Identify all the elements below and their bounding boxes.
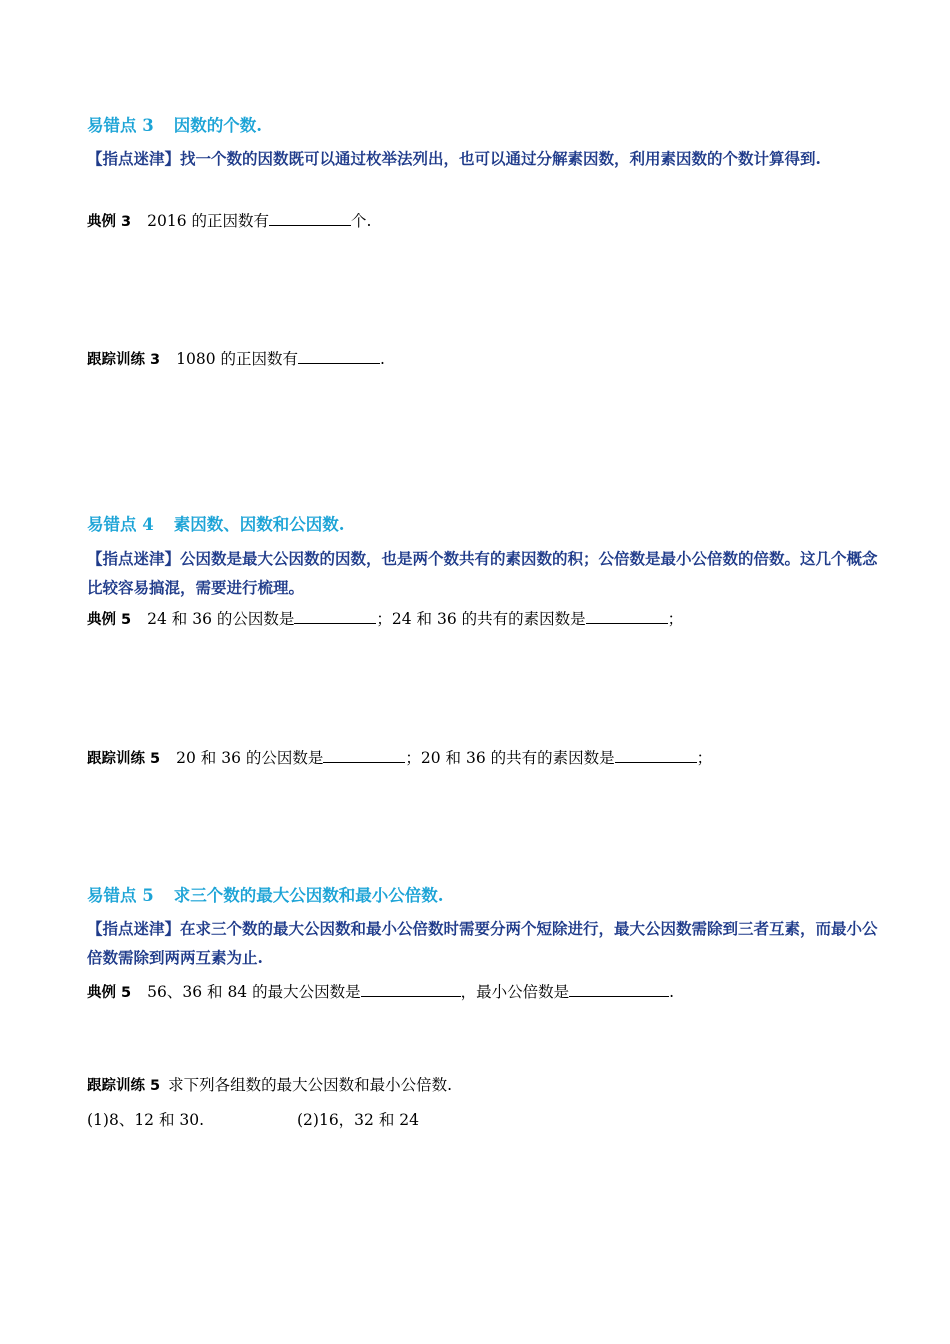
section4-title-text: 素因数、因数和公因数. xyxy=(173,515,345,534)
section5-tip xyxy=(87,914,890,972)
section4-tip-text: 公因数是最大公因数的因数，也是两个数共有的素因数的积；公倍数是最小公倍数的倍数。这几个概念比较容易搞混，需要进行梳理。 xyxy=(87,549,878,597)
section4-title-label: 易错点 4 xyxy=(87,515,154,534)
section5-practice-label: 跟踪训练 5 xyxy=(87,1078,161,1094)
section4-practice-mid: ；20 和 36 的共有的素因数是 xyxy=(405,749,615,767)
section5-title-text: 求三个数的最大公因数和最小公倍数. xyxy=(173,886,444,905)
section5-example-post: . xyxy=(669,983,675,1001)
section3-practice-label: 跟踪训练 3 xyxy=(87,352,161,368)
section5-tip-bracket: 【指点迷津】 xyxy=(87,919,181,938)
section3-example-pre: 2016 的正因数有 xyxy=(147,212,270,230)
section3-title xyxy=(87,115,890,137)
answer-blank xyxy=(615,748,697,763)
section3-practice xyxy=(87,348,890,371)
section4-example-mid: ；24 和 36 的共有的素因数是 xyxy=(376,610,586,628)
section3-title-label: 易错点 3 xyxy=(87,116,154,135)
section4-example xyxy=(87,608,890,631)
subquestion-2: (2)16，32 和 24 xyxy=(297,1111,419,1129)
section5-practice-text: 求下列各组数的最大公因数和最小公倍数. xyxy=(168,1076,453,1094)
section4-practice-post: ； xyxy=(696,749,713,767)
section4-title xyxy=(87,514,890,536)
answer-blank xyxy=(298,349,380,364)
section5-subquestions xyxy=(87,1109,890,1131)
section4-practice-label: 跟踪训练 5 xyxy=(87,751,161,767)
answer-blank xyxy=(361,982,461,997)
section4-practice-pre: 20 和 36 的公因数是 xyxy=(176,749,324,767)
section5-example-label: 典例 5 xyxy=(87,985,132,1001)
answer-blank xyxy=(586,609,668,624)
section4-tip xyxy=(87,544,890,602)
section3-tip xyxy=(87,144,890,173)
section3-tip-bracket: 【指点迷津】 xyxy=(87,149,181,168)
section5-example-mid: ，最小公倍数是 xyxy=(460,983,570,1001)
section4-example-pre: 24 和 36 的公因数是 xyxy=(147,610,295,628)
section3-example-label: 典例 3 xyxy=(87,214,132,230)
section3-practice-post: . xyxy=(380,350,385,368)
section5-example-pre: 56、36 和 84 的最大公因数是 xyxy=(147,983,361,1001)
section5-practice xyxy=(87,1074,890,1097)
section4-example-post: ； xyxy=(667,610,684,628)
section4-tip-bracket: 【指点迷津】 xyxy=(87,549,181,568)
section5-example xyxy=(87,981,890,1004)
answer-blank xyxy=(294,609,376,624)
section3-title-text: 因数的个数. xyxy=(173,116,262,135)
section5-title xyxy=(87,885,890,907)
section3-example xyxy=(87,210,890,233)
section3-example-post: 个. xyxy=(351,212,372,230)
section3-practice-pre: 1080 的正因数有 xyxy=(176,350,299,368)
answer-blank xyxy=(569,982,669,997)
section4-example-label: 典例 5 xyxy=(87,612,132,628)
answer-blank xyxy=(269,211,351,226)
section5-title-label: 易错点 5 xyxy=(87,886,154,905)
section5-tip-text: 在求三个数的最大公因数和最小公倍数时需要分两个短除进行，最大公因数需除到三者互素，而最小公倍数需除到两两互素为止. xyxy=(87,919,878,967)
section4-practice xyxy=(87,747,890,770)
section3-tip-text: 找一个数的因数既可以通过枚举法列出，也可以通过分解素因数，利用素因数的个数计算得到. xyxy=(180,149,821,168)
subquestion-1: (1)8、12 和 30. xyxy=(87,1111,205,1129)
answer-blank xyxy=(323,748,405,763)
